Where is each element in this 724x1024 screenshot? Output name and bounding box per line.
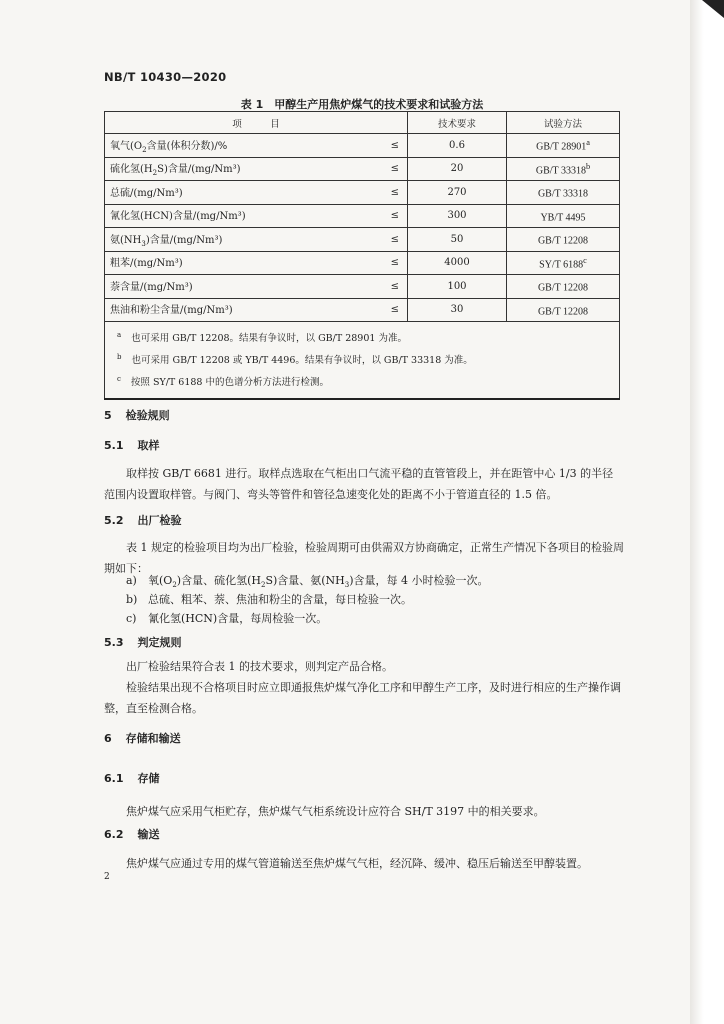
- table-note: $^b$ 也可采用 GB/T 12208 或 YB/T 4496。结果有争议时，以 GB/T 33318 为准。: [117, 353, 473, 367]
- header-item: 项 目: [105, 112, 408, 134]
- list-item: b) 总硫、粗苯、萘、焦油和粉尘的含量，每日检验一次。: [126, 593, 412, 606]
- spec-table: [104, 111, 620, 400]
- row-value: 0.6: [408, 134, 507, 158]
- row-item: 萘含量/(mg/Nm³): [105, 275, 376, 299]
- page-number: 2: [104, 872, 110, 882]
- row-method: GB/T 33318: [507, 181, 620, 205]
- section-5-3-text: 出厂检验结果符合表 1 的技术要求，则判定产品合格。: [126, 660, 393, 673]
- row-item: 氨$(NH_3)$含量/(mg/Nm³): [105, 228, 376, 252]
- table-notes-row: [105, 322, 620, 400]
- section-5-1-text: 取样按 GB/T 6681 进行。取样点选取在气柜出口气流平稳的直管管段上，并在距管中心 1/3 的半径范围内设置取样管。与阀门、弯头等管件和管径急速变化处的距离不小于管道直径的 1.5 倍。: [104, 467, 614, 501]
- row-method: SY/T 6188$^c$: [507, 251, 620, 275]
- corner-mark: [702, 0, 724, 18]
- table-note: $^a$ 也可采用 GB/T 12208。结果有争议时，以 GB/T 28901 为准。: [117, 331, 407, 345]
- table-row: [105, 251, 620, 275]
- section-6-2-text: 焦炉煤气应通过专用的煤气管道输送至焦炉煤气气柜，经沉降、缓冲、稳压后输送至甲醇装置。: [126, 857, 588, 870]
- row-item: 焦油和粉尘含量/(mg/Nm³): [105, 298, 376, 322]
- table-header-row: [105, 112, 620, 134]
- header-requirement: 技术要求: [408, 112, 507, 134]
- row-item: 氰化氢(HCN)含量/(mg/Nm³): [105, 204, 376, 228]
- row-operator: ≤: [375, 181, 408, 205]
- row-operator: ≤: [375, 275, 408, 299]
- row-operator: ≤: [375, 251, 408, 275]
- section-5-heading: 5 检验规则: [104, 409, 170, 422]
- section-5-3-text: 检验结果出现不合格项目时应立即通报焦炉煤气净化工序和甲醇生产工序，及时进行相应的生产操作调整，直至检测合格。: [104, 681, 621, 715]
- row-value: 300: [408, 204, 507, 228]
- list-item: c) 氰化氢(HCN)含量，每周检验一次。: [126, 612, 328, 625]
- row-value: 20: [408, 157, 507, 181]
- standard-number-header: NB/T 10430—2020: [104, 70, 227, 84]
- section-5-2-text: 表 1 规定的检验项目均为出厂检验，检验周期可由供需双方协商确定，正常生产情况下各项目的检验周期如下：: [104, 541, 624, 575]
- table-notes: [105, 322, 620, 400]
- row-value: 50: [408, 228, 507, 252]
- row-item: 总硫/(mg/Nm³): [105, 181, 376, 205]
- table-row: [105, 181, 620, 205]
- row-operator: ≤: [375, 228, 408, 252]
- row-method: GB/T 28901$^a$: [507, 134, 620, 158]
- section-5-3-heading: 5.3 判定规则: [104, 636, 182, 649]
- row-method: GB/T 33318$^b$: [507, 157, 620, 181]
- row-value: 30: [408, 298, 507, 322]
- section-6-1-text: 焦炉煤气应采用气柜贮存，焦炉煤气气柜系统设计应符合 SH/T 3197 中的相关要求。: [126, 805, 545, 818]
- row-operator: ≤: [375, 298, 408, 322]
- row-value: 4000: [408, 251, 507, 275]
- table-note: $^c$ 按照 SY/T 6188 中的色谱分析方法进行检测。: [117, 375, 329, 389]
- table-row: [105, 204, 620, 228]
- row-operator: ≤: [375, 157, 408, 181]
- table-row: [105, 228, 620, 252]
- row-method: GB/T 12208: [507, 275, 620, 299]
- section-6-1-heading: 6.1 存储: [104, 772, 160, 785]
- row-item: 氧气($O_2$含量(体积分数)/%: [105, 134, 376, 158]
- row-operator: ≤: [375, 134, 408, 158]
- section-6-heading: 6 存储和输送: [104, 732, 181, 745]
- table-row: [105, 134, 620, 158]
- row-method: GB/T 12208: [507, 228, 620, 252]
- list-item: a) 氧$(O_2)$含量、硫化氢$(H_2S)$含量、氨$(NH_3)$含量，每 4 小时检验一次。: [126, 574, 489, 590]
- row-method: GB/T 12208: [507, 298, 620, 322]
- row-value: 270: [408, 181, 507, 205]
- row-method: YB/T 4495: [507, 204, 620, 228]
- row-item: 粗苯/(mg/Nm³): [105, 251, 376, 275]
- table-title: 表 1 甲醇生产用焦炉煤气的技术要求和试验方法: [240, 98, 484, 111]
- row-value: 100: [408, 275, 507, 299]
- table-row: [105, 298, 620, 322]
- row-operator: ≤: [375, 204, 408, 228]
- section-5-1-heading: 5.1 取样: [104, 439, 160, 452]
- header-method: 试验方法: [507, 112, 620, 134]
- section-5-2-heading: 5.2 出厂检验: [104, 514, 182, 527]
- row-item: 硫化氢$(H_2S)$含量/(mg/Nm³): [105, 157, 376, 181]
- table-row: [105, 157, 620, 181]
- page-edge-shadow: [690, 0, 724, 1024]
- table-row: [105, 275, 620, 299]
- section-6-2-heading: 6.2 输送: [104, 828, 160, 841]
